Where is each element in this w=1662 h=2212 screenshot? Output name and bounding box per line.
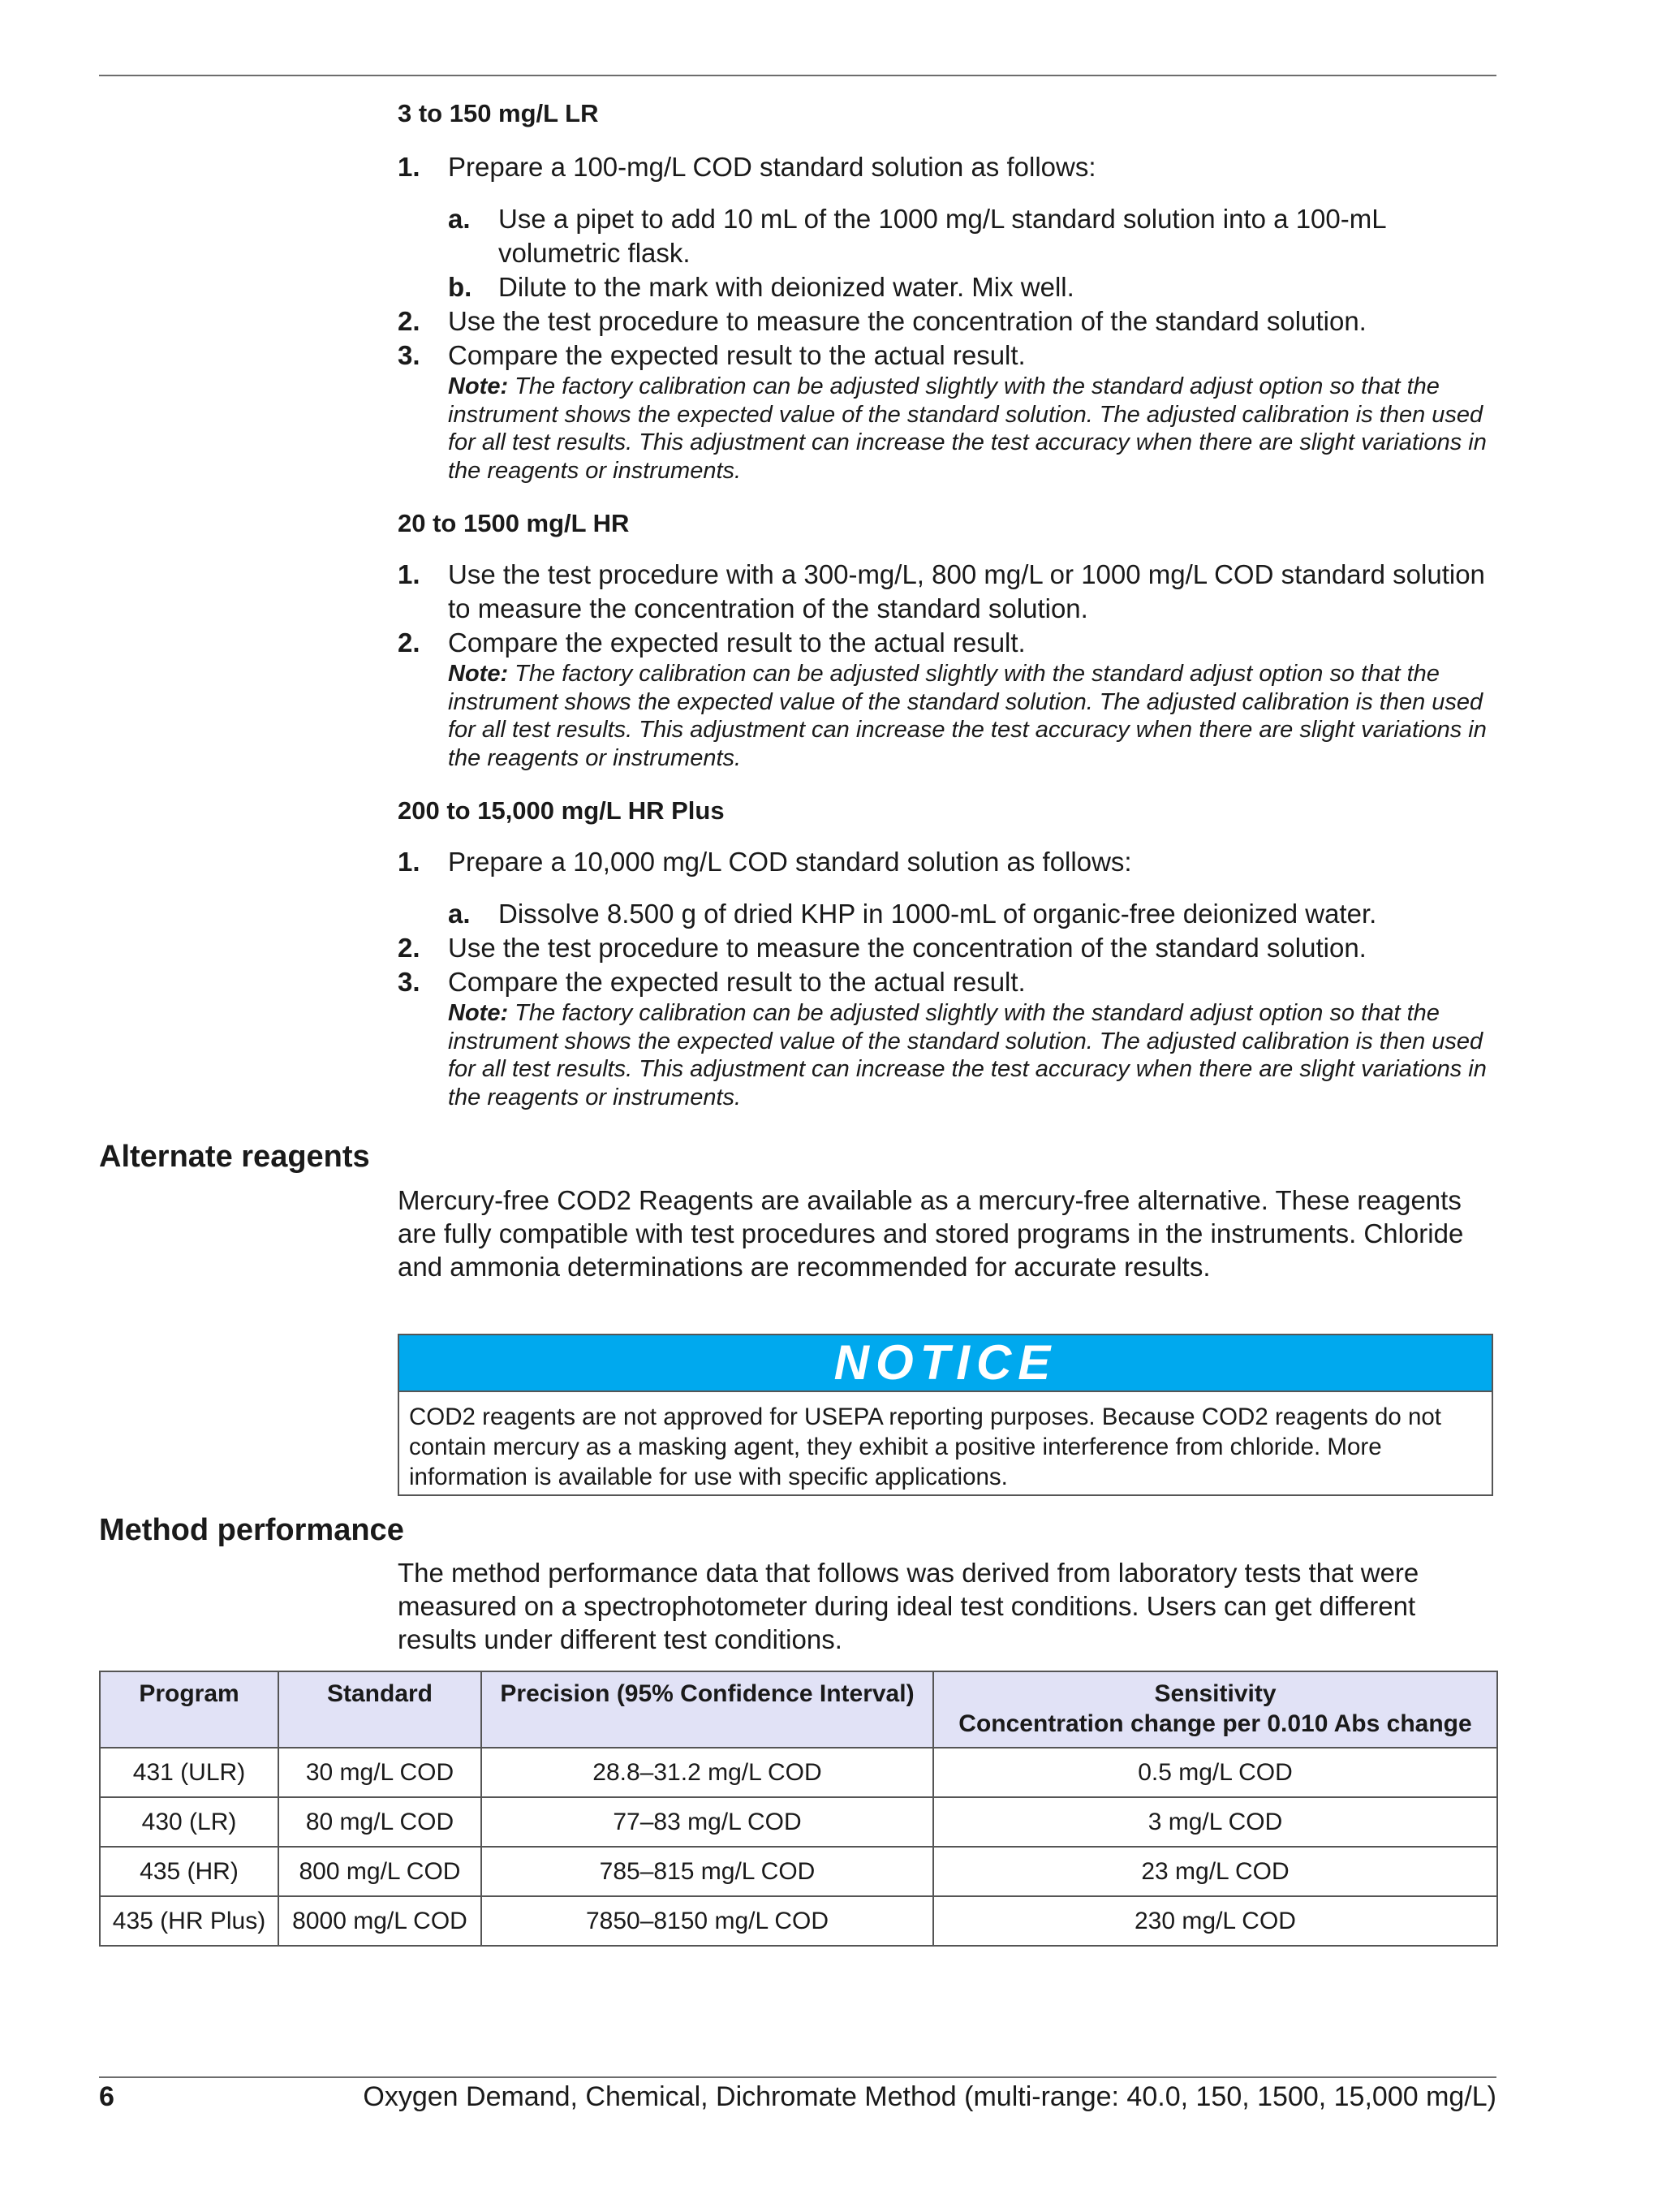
table-cell: 785–815 mg/L COD [481, 1847, 933, 1896]
table-header-row [100, 1671, 1497, 1748]
table-cell: 77–83 mg/L COD [481, 1797, 933, 1847]
section-heading-lr: 3 to 150 mg/L LR [398, 99, 599, 127]
page-number: 6 [99, 2081, 114, 2112]
header-precision: Precision (95% Confidence Interval) [481, 1671, 933, 1748]
table-cell: 28.8–31.2 mg/L COD [481, 1748, 933, 1797]
list-item: 3. Compare the expected result to the actual result. [398, 340, 1026, 370]
method-performance-heading: Method performance [99, 1513, 404, 1547]
alternate-reagents-text: Mercury-free COD2 Reagents are available as a mercury-free alternative. These reagents are fully compatible with test procedures and stored programs in the instruments. Chloride and ammonia determinations are recommended for accurate results. [398, 1185, 1464, 1282]
note: Note: The factory calibration can be adjusted slightly with the standard adjust option so that the instrument shows the expected value of the standard solution. The adjusted calibration is then used for all test results. This adjustment can increase the test accuracy when there are slight variations in the reagents or instruments. [448, 373, 1487, 484]
list-item: a. Use a pipet to add 10 mL of the 1000 mg/L standard solution into a 100-mL volumetric flask. [448, 204, 1386, 268]
table-cell: 3 mg/L COD [933, 1797, 1497, 1847]
notice-title: NOTICE [399, 1335, 1492, 1392]
footer-title: Oxygen Demand, Chemical, Dichromate Method (multi-range: 40.0, 150, 1500, 15,000 mg/L) [363, 2081, 1496, 2112]
footer-rule [99, 2076, 1496, 2078]
list-item: 1. Prepare a 100-mg/L COD standard solution as follows: [398, 152, 1096, 182]
alternate-reagents-heading: Alternate reagents [99, 1140, 370, 1174]
note: Note: The factory calibration can be adjusted slightly with the standard adjust option so that the instrument shows the expected value of the standard solution. The adjusted calibration is then used for all test results. This adjustment can increase the test accuracy when there are slight variations in the reagents or instruments. [448, 1000, 1487, 1110]
list-item: 1. Prepare a 10,000 mg/L COD standard solution as follows: [398, 847, 1132, 877]
table-cell: 431 (ULR) [100, 1748, 278, 1797]
notice-box [398, 1334, 1493, 1496]
header-program: Program [100, 1671, 278, 1748]
list-item: 2. Use the test procedure to measure the concentration of the standard solution. [398, 933, 1367, 963]
table-row [100, 1847, 1497, 1896]
performance-table [99, 1671, 1498, 1947]
table-cell: 800 mg/L COD [278, 1847, 481, 1896]
table-row [100, 1896, 1497, 1946]
table-cell: 435 (HR) [100, 1847, 278, 1896]
table-cell: 430 (LR) [100, 1797, 278, 1847]
list-item: a. Dissolve 8.500 g of dried KHP in 1000-mL of organic-free deionized water. [448, 899, 1377, 929]
header-sensitivity: Sensitivity Concentration change per 0.010 Abs change [933, 1671, 1497, 1748]
list-item: 2. Compare the expected result to the actual result. [398, 627, 1026, 658]
method-performance-text: The method performance data that follows was derived from laboratory tests that were measured on a spectrophotometer during ideal test conditions. Users can get different results under different test conditions. [398, 1558, 1419, 1654]
table-cell: 8000 mg/L COD [278, 1896, 481, 1946]
list-item: b. Dilute to the mark with deionized water. Mix well. [448, 272, 1074, 302]
section-heading-hr-plus: 200 to 15,000 mg/L HR Plus [398, 796, 725, 825]
header-rule [99, 75, 1496, 76]
list-item: 2. Use the test procedure to measure the concentration of the standard solution. [398, 306, 1367, 336]
header-standard: Standard [278, 1671, 481, 1748]
section-heading-hr: 20 to 1500 mg/L HR [398, 509, 630, 537]
table-cell: 435 (HR Plus) [100, 1896, 278, 1946]
list-item: 1. Use the test procedure with a 300-mg/L, 800 mg/L or 1000 mg/L COD standard solution to measure the concentration of the standard solution. [398, 559, 1485, 623]
table-row [100, 1748, 1497, 1797]
calibration-content [398, 97, 1496, 1111]
table-cell: 80 mg/L COD [278, 1797, 481, 1847]
table-cell: 230 mg/L COD [933, 1896, 1497, 1946]
table-cell: 7850–8150 mg/L COD [481, 1896, 933, 1946]
table-cell: 30 mg/L COD [278, 1748, 481, 1797]
table-cell: 23 mg/L COD [933, 1847, 1497, 1896]
note: Note: The factory calibration can be adjusted slightly with the standard adjust option so that the instrument shows the expected value of the standard solution. The adjusted calibration is then used for all test results. This adjustment can increase the test accuracy when there are slight variations in the reagents or instruments. [448, 661, 1487, 771]
table-cell: 0.5 mg/L COD [933, 1748, 1497, 1797]
notice-text: COD2 reagents are not approved for USEPA reporting purposes. Because COD2 reagents do not contain mercury as a masking agent, they exhibit a positive interference from chloride. More information is available for use with specific applications. [409, 1404, 1441, 1490]
table-row [100, 1797, 1497, 1847]
list-item: 3. Compare the expected result to the actual result. [398, 967, 1026, 997]
